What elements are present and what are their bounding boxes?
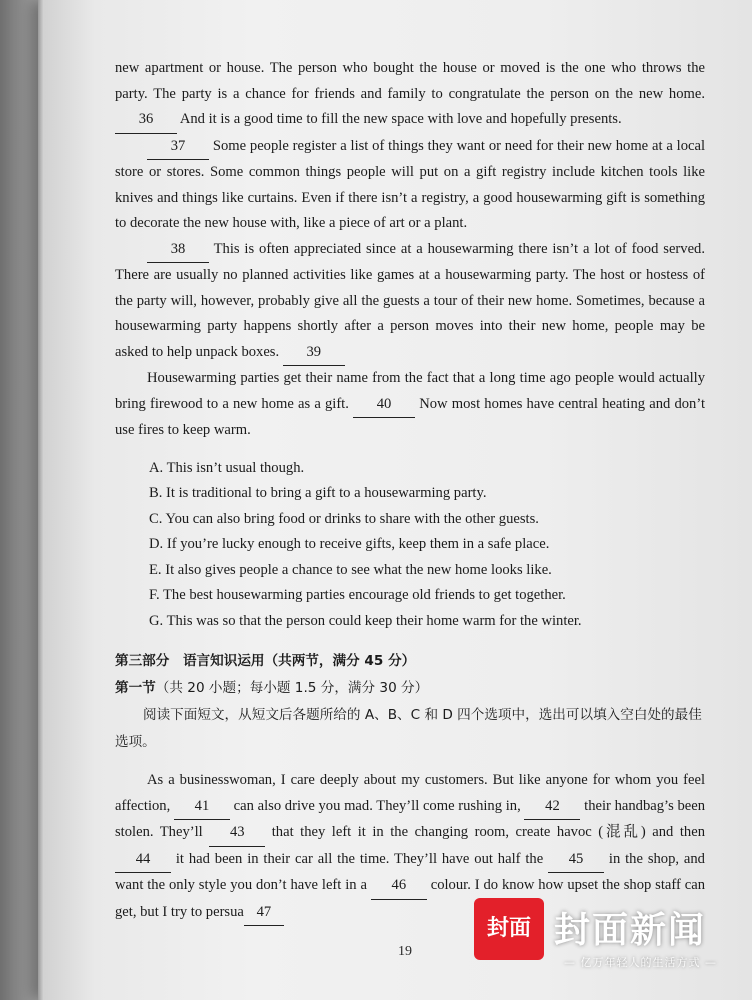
instruction-text: 阅读下面短文，从短文后各题所给的 A、B、C 和 D 四个选项中，选出可以填入空白处的最佳选项。 [115, 707, 702, 750]
option-f: F. The best housewarming parties encourage old friends to get together. [149, 587, 566, 603]
cloze-text: colour. I do know how upset the shop staff can get, but I try to persua [115, 877, 705, 920]
reading-paragraph-1 [115, 56, 705, 134]
blank-47: 47 [244, 900, 284, 927]
reading-paragraph-3 [115, 237, 705, 367]
option-d: D. If you’re lucky enough to receive gifts, keep them in a safe place. [149, 536, 550, 552]
blank-41: 41 [174, 794, 230, 821]
option-a: A. This isn’t usual though. [149, 459, 305, 476]
section-info: （共 20 小题；每小题 1.5 分，满分 30 分） [155, 680, 429, 696]
blank-44: 44 [115, 847, 171, 874]
option-c: C. You can also bring food or drinks to share with the other guests. [149, 510, 539, 527]
cloze-text: As a businesswoman, I care deeply about my customers. But like anyone for whom you feel affection, [115, 772, 705, 814]
part-three-heading: 第三部分 语言知识运用（共两节，满分 45 分） [115, 653, 416, 669]
logo-wordmark: 封面新闻 [554, 910, 707, 951]
blank-36: 36 [115, 107, 177, 134]
option-b: B. It is traditional to bring a gift to a housewarming party. [149, 485, 487, 501]
logo-slogan: — 亿万年轻人的生活方式 — [564, 956, 717, 969]
paragraph-text: Now most homes have central heating and don’t use fires to keep warm. [115, 395, 705, 438]
blank-45: 45 [548, 847, 604, 874]
blank-38: 38 [147, 237, 209, 264]
reading-paragraph-2 [115, 134, 705, 237]
reading-paragraph-4 [115, 366, 705, 444]
paper-edge [38, 0, 44, 1000]
paragraph-text: new apartment or house. The person who bought the house or moved is the one who throws the party. The party is a chance for friends and family to congratulate the person on the new home. [115, 60, 705, 102]
cloze-text: their handbag’s been stolen. They’ll [115, 797, 705, 840]
option-e: E. It also gives people a chance to see what the new home looks like. [149, 561, 552, 578]
logo-badge: 封面 [474, 898, 544, 960]
blank-37: 37 [147, 134, 209, 161]
cloze-text: can also drive you mad. They’ll come rushing in, [229, 797, 525, 814]
cloze-text: in the shop, and want the only style you don’t have left in a [115, 850, 705, 893]
section-one-heading [115, 675, 705, 702]
blank-39: 39 [283, 340, 345, 367]
page-content [115, 56, 705, 926]
paragraph-text: This is often appreciated since at a housewarming there isn’t a lot of food served. There are usually no planned activities like games at a housewarming party. The host or hostess of the party will, however, probably give all the guests a tour of their new home. Sometimes, because a housewarming party happens shortly after a person moves into their new home, people may be asked to help unpack boxes. [115, 240, 705, 360]
section-title: 第一节 [115, 680, 156, 696]
option-g: G. This was so that the person could keep their home warm for the winter. [149, 612, 582, 629]
page-number: 19 [398, 944, 412, 959]
paragraph-text: Some people register a list of things they want or need for their new home at a local store or stores. Some common things people will put on a gift registry include kitchen tools like knives and things like curtains. Even if there isn’t a registry, a good housewarming gift is something to decorate the new house with, like a piece of art or a plant. [115, 137, 705, 231]
blank-40: 40 [353, 392, 415, 419]
cloze-text: it had been in their car all the time. They’ll have out half the [171, 850, 549, 867]
blank-42: 42 [524, 794, 580, 821]
news-watermark [470, 892, 752, 1000]
paragraph-text: Housewarming parties get their name from the fact that a long time ago people would actually bring firewood to a new home as a gift. [115, 370, 705, 412]
answer-options [149, 456, 705, 635]
blank-46: 46 [371, 873, 427, 900]
blank-43: 43 [209, 820, 265, 847]
paragraph-text: And it is a good time to fill the new space with love and hopefully presents. [177, 111, 622, 127]
cloze-text: that they left it in the changing room, create havoc (混乱) and then [265, 824, 705, 840]
